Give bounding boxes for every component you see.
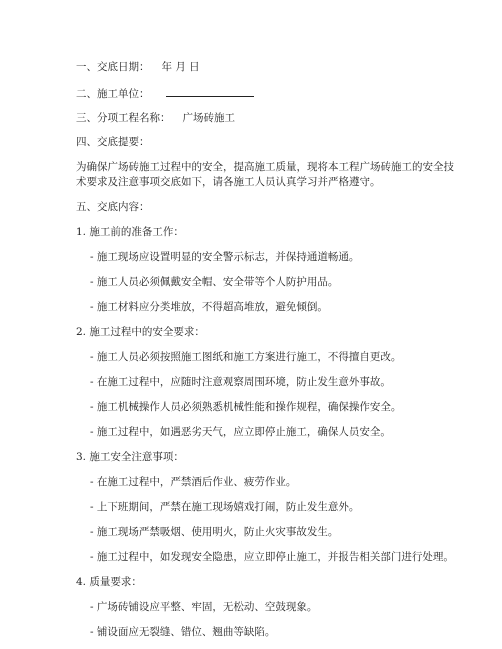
- content-label: 五、交底内容：: [76, 201, 150, 213]
- project-row: [76, 111, 235, 125]
- section-title: 1. 施工前的准备工作：: [76, 226, 184, 238]
- date-label: 一、交底日期：: [76, 61, 150, 73]
- unit-row: [76, 86, 254, 101]
- unit-blank-line: [166, 86, 254, 97]
- date-value: 年 月 日: [161, 61, 200, 73]
- list-item: - 施工过程中，如遇恶劣天气，应立即停止施工，确保人员安全。: [90, 426, 391, 438]
- list-item: - 上下班期间，严禁在施工现场嬉戏打闹，防止发生意外。: [90, 501, 360, 513]
- summary-line-1: 为确保广场砖施工过程中的安全，提高施工质量，现将本工程广场砖施工的安全技: [76, 161, 454, 173]
- list-item: - 在施工过程中，严禁酒后作业、疲劳作业。: [90, 476, 297, 488]
- section-title: 2. 施工过程中的安全要求：: [76, 326, 205, 338]
- list-item: - 在施工过程中，应随时注意观察周围环境，防止发生意外事故。: [90, 376, 391, 388]
- summary-label: 四、交底提要：: [76, 136, 150, 148]
- summary-line-2: 术要求及注意事项交底如下，请各施工人员认真学习并严格遵守。: [76, 176, 381, 188]
- section-title: 3. 施工安全注意事项：: [76, 451, 184, 463]
- project-value: 广场砖施工: [182, 112, 235, 124]
- unit-label: 二、施工单位：: [76, 88, 150, 100]
- list-item: - 施工现场应设置明显的安全警示标志，并保持通道畅通。: [90, 251, 360, 263]
- date-row: [76, 60, 200, 74]
- list-item: - 施工过程中，如发现安全隐患，应立即停止施工，并报告相关部门进行处理。: [90, 551, 454, 563]
- list-item: - 施工人员必须佩戴安全帽、安全带等个人防护用品。: [90, 276, 339, 288]
- list-item: - 施工人员必须按照施工图纸和施工方案进行施工，不得擅自更改。: [90, 351, 402, 363]
- list-item: - 施工现场严禁吸烟、使用明火，防止火灾事故发生。: [90, 526, 339, 538]
- list-item: - 广场砖铺设应平整、牢固，无松动、空鼓现象。: [90, 601, 318, 613]
- project-label: 三、分项工程名称：: [76, 112, 171, 124]
- section-title: 4. 质量要求：: [76, 576, 142, 588]
- list-item: - 铺设面应无裂缝、错位、翘曲等缺陷。: [90, 626, 276, 638]
- list-item: - 施工材料应分类堆放，不得超高堆放，避免倾倒。: [90, 301, 328, 313]
- list-item: - 施工机械操作人员必须熟悉机械性能和操作规程，确保操作安全。: [90, 401, 402, 413]
